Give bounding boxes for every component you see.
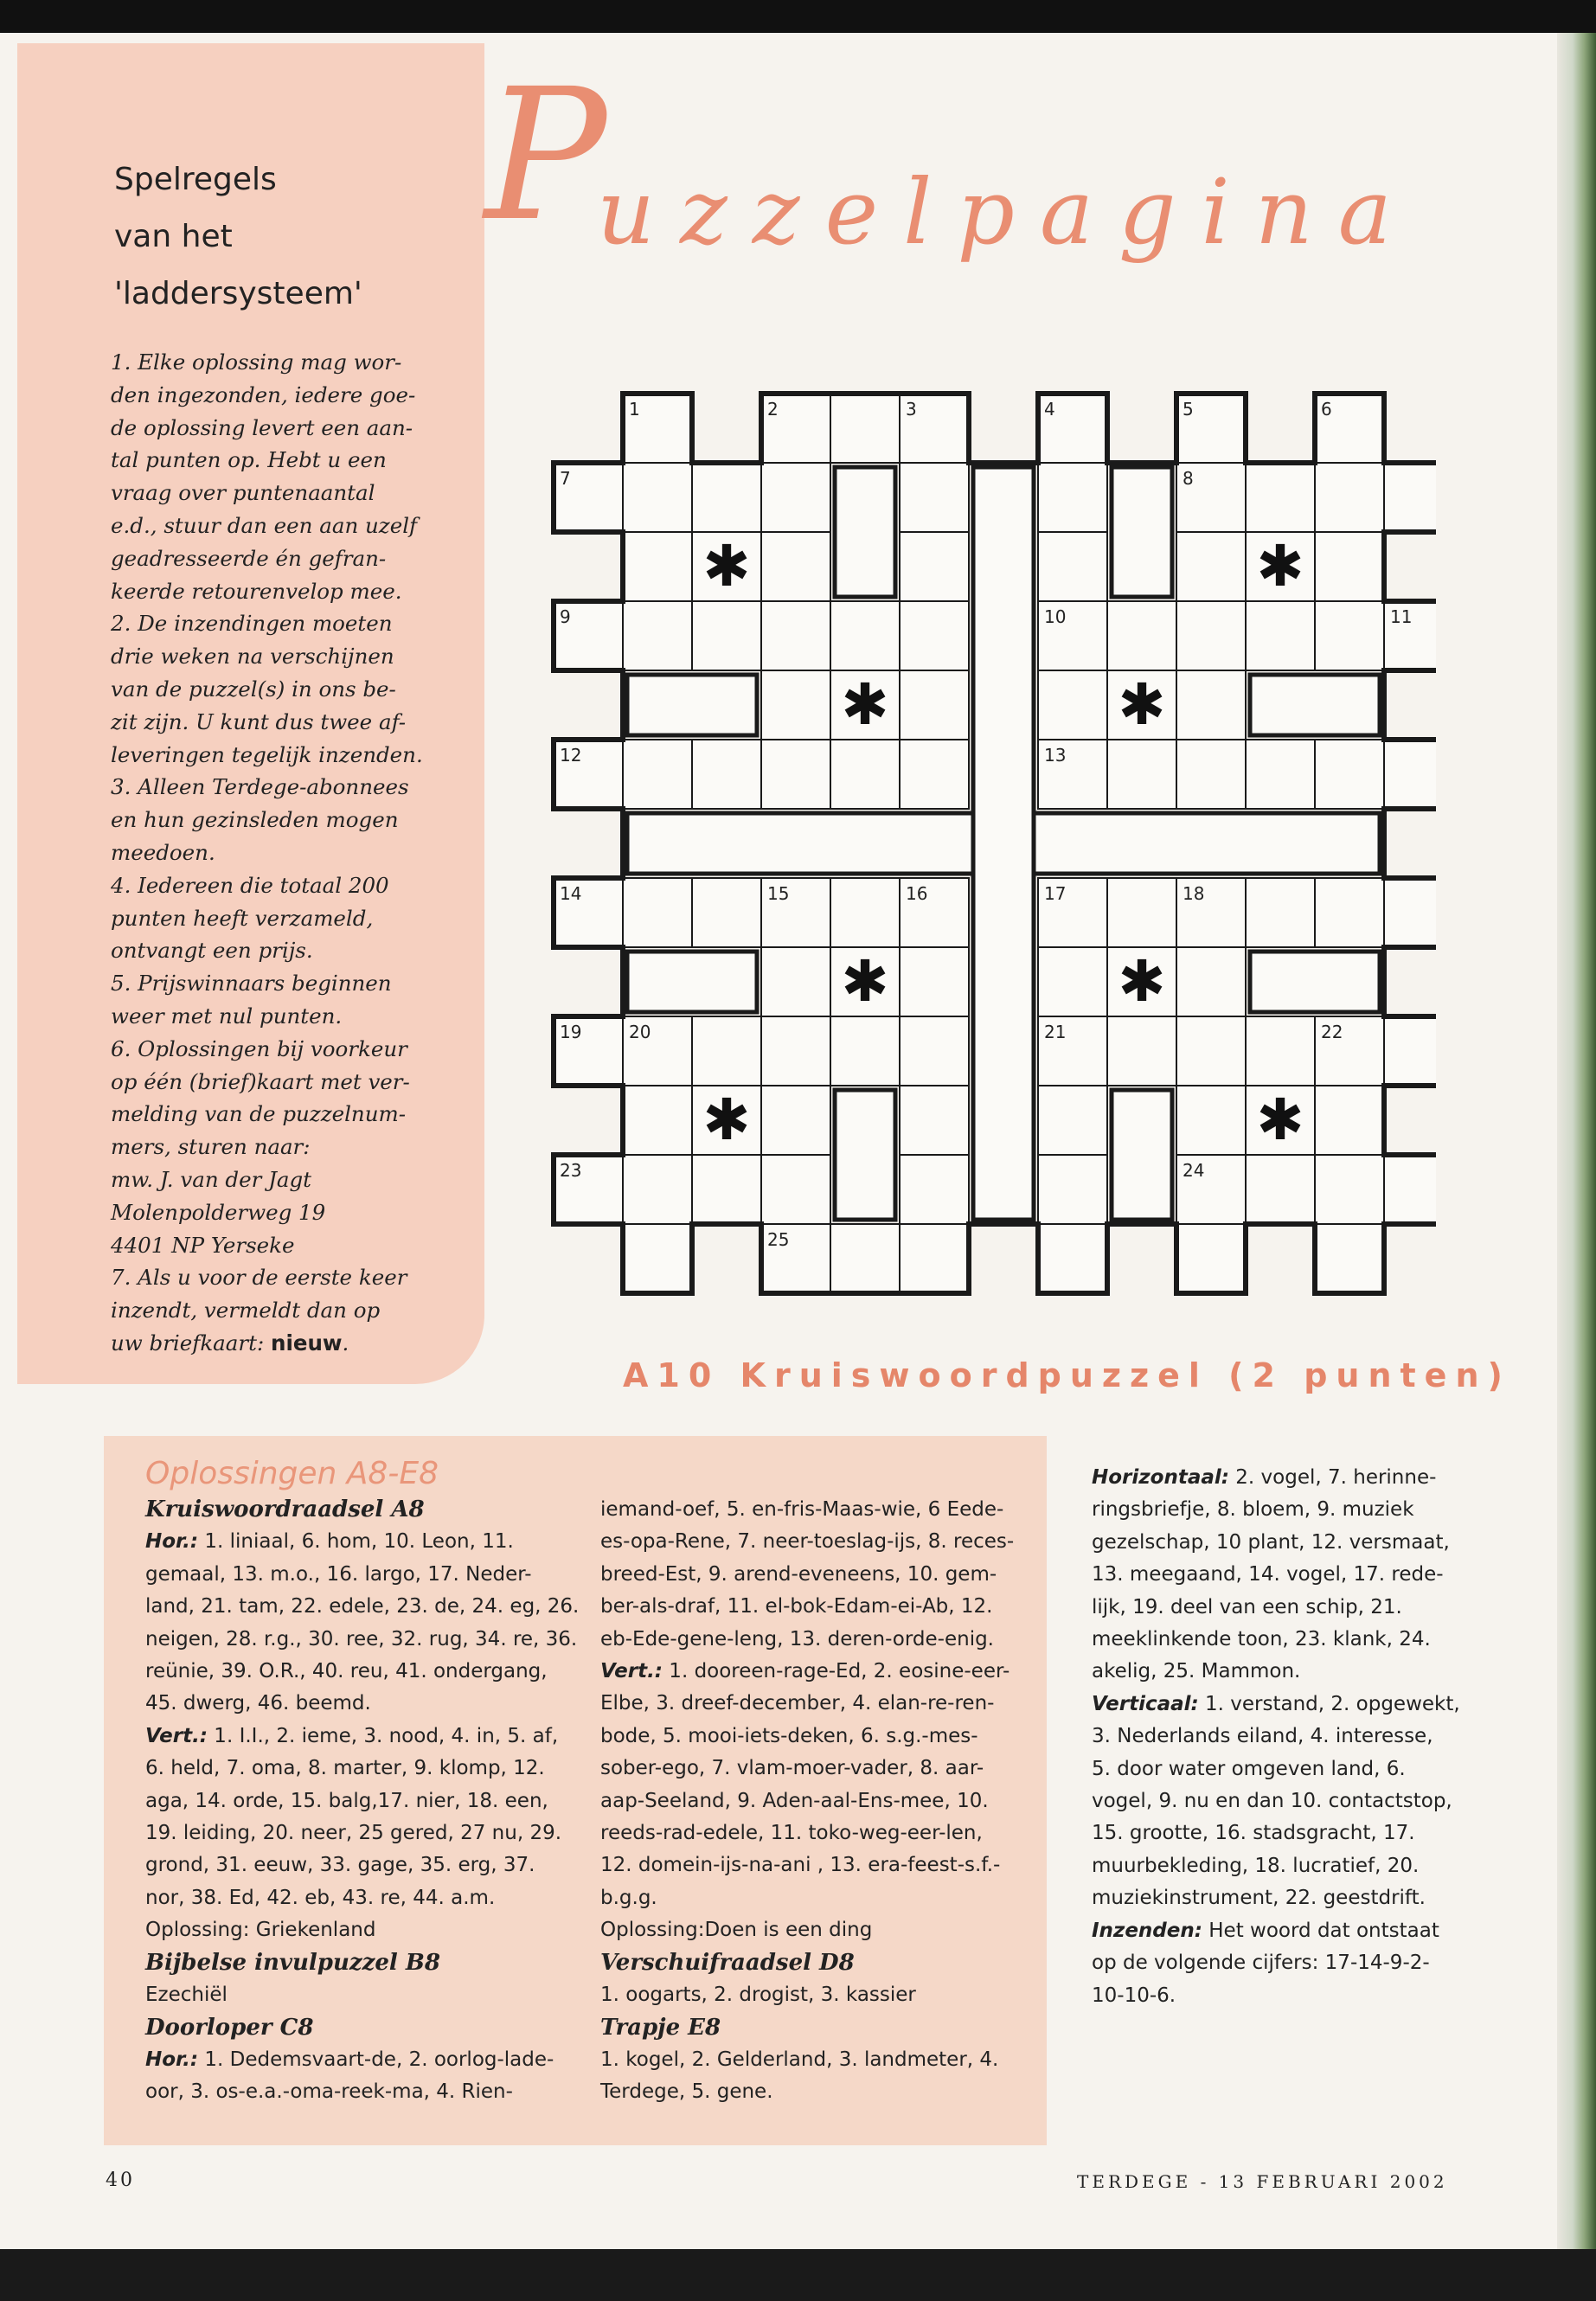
clue-number: 9 [560,606,571,627]
solution-text: breed-Est, 9. arend-eveneens, 10. gem- [600,1562,997,1586]
solution-subheading [600,1947,1016,1979]
rules-line: leveringen tegelijk inzenden. [111,741,423,767]
solution-text: Oplossing:Doen is een ding [600,1919,873,1942]
grid-cell [1315,463,1384,532]
grid-cell [1107,740,1176,809]
solution-line [145,1817,561,1849]
solution-text: nor, 38. Ed, 42. eb, 43. re, 44. a.m. [145,1886,496,1909]
grid-cell [1315,740,1384,809]
grid-cell [1315,601,1384,670]
solution-line [600,1721,1016,1753]
solution-line [600,1753,1016,1785]
rules-line: 4. Iedereen die totaal 200 [111,872,389,898]
clue-number: 21 [1044,1022,1067,1042]
solution-line [600,1526,1016,1558]
clue-number: 3 [906,399,917,420]
grid-cell [692,740,761,809]
solution-text: reeds-rad-edele, 11. toko-weg-eer-len, [600,1822,983,1845]
grid-cell [1315,1224,1384,1293]
grid-cell [1246,601,1315,670]
grid-cell [1315,532,1384,601]
grid-cell [830,394,900,463]
clue-number: 4 [1044,399,1055,420]
grid-cell [1176,947,1246,1016]
grid-cell [692,601,761,670]
solution-label: Inzenden: [1092,1919,1202,1942]
grid-bar [1112,1090,1172,1220]
rules-line: 2. De inzendingen moeten [111,611,393,637]
grid-cell [761,463,830,532]
rules-line: Molenpolderweg 19 [111,1199,326,1225]
grid-cell [1384,1016,1436,1086]
grid-cell [1246,463,1315,532]
solution-text: b.g.g. [600,1886,657,1909]
grid-cell [623,463,692,532]
grid-cell [900,601,969,670]
rules-line: 5. Prijswinnaars beginnen [111,971,392,997]
clue-number: 2 [767,399,779,420]
solution-line [600,2044,1016,2076]
solution-text: Verschuifraadsel D8 [600,1949,855,1976]
grid-cell [1246,1155,1315,1224]
solution-text: ber-als-draf, 11. el-bok-Edam-ei-Ab, 12. [600,1595,993,1618]
grid-bar [835,1090,895,1220]
page-title-initial: P [484,49,607,261]
solution-label: Horizontaal: [1092,1466,1229,1489]
solutions-column-1 [145,1494,580,2109]
solution-text: land, 21. tam, 22. edele, 23. de, 24. eg, 26. [145,1595,580,1618]
solution-text: muurbekleding, 18. lucratief, 20. [1092,1854,1420,1877]
crossword-grid [536,389,1436,1306]
solution-line [145,1656,561,1688]
rules-line: punten heeft verzameld, [111,905,374,931]
solution-line [600,1656,1016,1688]
rules-line: de oplossing levert een aan- [111,414,413,440]
grid-bar [835,467,895,597]
clue-number: 13 [1044,745,1067,766]
solution-text: 12. domein-ijs-na-ani , 13. era-feest-s.f.- [600,1854,1001,1877]
grid-cell [761,1086,830,1155]
solution-text: Terdege, 5. gene. [600,2080,773,2104]
solution-text: neigen, 28. r.g., 30. ree, 32. rug, 34. re, 36. [145,1627,578,1650]
rules-text [111,346,465,1360]
clue-number: 7 [560,468,571,489]
star-symbol: ✱ [702,1086,751,1153]
rules-line: vraag over puntenaantal [111,480,375,506]
solution-text: Oplossing: Griekenland [145,1919,376,1942]
solution-line [600,1914,1016,1946]
solution-text: oor, 3. os-e.a.-oma-reek-ma, 4. Rien- [145,2080,513,2104]
solution-text: 1. I.I., 2. ieme, 3. nood, 4. in, 5. af, [208,1724,559,1747]
grid-cell [1315,1086,1384,1155]
solution-line [145,1849,561,1881]
solution-line [145,1591,580,1623]
solution-line [600,1591,1016,1623]
clue-number: 8 [1183,468,1194,489]
page-title [484,49,1522,277]
clue-number: 15 [767,883,790,904]
clue-number: 24 [1183,1160,1205,1181]
grid-cell [692,878,761,947]
clue-number: 16 [906,883,928,904]
page-title-rest: uzzelpagina [597,159,1417,265]
grid-cell [1315,878,1384,947]
solutions-heading: Oplossingen A8-E8 [145,1456,439,1491]
clues-column [1092,1462,1507,2012]
solution-line [145,1559,561,1591]
grid-cell [1384,878,1436,947]
grid-cell [692,1016,761,1086]
rules-title-line: 'laddersysteem' [114,276,362,311]
rules-line: van de puzzel(s) in ons be- [111,676,396,702]
grid-cell [761,740,830,809]
solution-text: iemand-oef, 5. en-fris-Maas-wie, 6 Eede- [600,1498,1004,1521]
solution-text: Bijbelse invulpuzzel B8 [145,1949,440,1976]
grid-cell [1246,1016,1315,1086]
clue-number: 20 [629,1022,651,1042]
solution-text: grond, 31. eeuw, 33. gage, 35. erg, 37. [145,1854,535,1877]
solution-line [145,2076,561,2108]
top-border [0,0,1596,33]
solution-line [145,1753,561,1785]
solution-text: Het woord dat ontstaat [1202,1919,1439,1942]
grid-cell [623,740,692,809]
solution-line [1092,1656,1507,1688]
solution-text: 1. kogel, 2. Gelderland, 3. landmeter, 4. [600,2048,999,2071]
rules-line: 7. Als u voor de eerste keer [111,1265,407,1291]
grid-cell [1038,1224,1107,1293]
solution-line [600,1624,1016,1656]
grid-cell [1384,740,1436,809]
solution-text: 5. door water omgeven land, 6. [1092,1757,1406,1780]
solution-text: akelig, 25. Mammon. [1092,1660,1301,1683]
grid-cell [900,740,969,809]
rules-last-bold: nieuw [271,1330,343,1356]
clue-number: 11 [1390,606,1413,627]
solution-line [1092,1462,1507,1494]
rules-line: zit zijn. U kunt dus twee af- [111,708,407,734]
rules-title-line: van het [114,219,233,254]
solution-line [145,2044,561,2076]
grid-cell [1315,1155,1384,1224]
grid-cell [830,601,900,670]
grid-bar [627,675,757,735]
solution-text: 3. Nederlands eiland, 4. interesse, [1092,1725,1433,1748]
grid-cell [761,532,830,601]
clue-number: 25 [767,1229,790,1250]
solution-text: Doorloper C8 [145,2014,314,2041]
solution-text: 1. dooreen-rage-Ed, 2. eosine-eer- [663,1660,1010,1683]
solution-line [1092,1947,1507,1979]
rules-line: e.d., stuur dan een aan uzelf [111,512,418,538]
solution-line [1092,1785,1507,1817]
solution-text: Kruiswoordraadsel A8 [145,1497,425,1522]
grid-cell [623,878,692,947]
clue-number: 22 [1321,1022,1343,1042]
clue-number: 23 [560,1160,582,1181]
star-symbol: ✱ [1118,671,1166,738]
rules-line: weer met nul punten. [111,1003,343,1029]
star-symbol: ✱ [1118,948,1166,1015]
grid-bar [973,467,1034,1220]
solution-line [600,1494,1016,1526]
rules-line: en hun gezinsleden mogen [111,807,399,833]
grid-cell [761,1016,830,1086]
grid-cell [1038,463,1107,532]
solution-text: 45. dwerg, 46. beemd. [145,1692,371,1715]
solution-text: 1. verstand, 2. opgewekt, [1198,1692,1460,1715]
rules-line-last [111,1327,465,1360]
solution-text: reünie, 39. O.R., 40. reu, 41. ondergang, [145,1660,548,1683]
solution-line [1092,1624,1507,1656]
solution-line [145,1688,561,1720]
solution-line [1092,1882,1507,1914]
grid-cell [761,947,830,1016]
solution-label: Verticaal: [1092,1692,1199,1715]
grid-cell [623,1086,692,1155]
rules-line: mw. J. van der Jagt [111,1166,312,1192]
grid-cell [900,463,969,532]
solution-line [1092,1721,1507,1753]
rules-line: ontvangt een prijs. [111,938,313,964]
clue-number: 19 [560,1022,582,1042]
solution-text: 6. held, 7. oma, 8. marter, 9. klomp, 12. [145,1757,545,1780]
solution-label: Hor.: [145,1530,199,1554]
solution-text: 1. Dedemsvaart-de, 2. oorlog-lade- [198,2048,554,2071]
grid-cell [1176,740,1246,809]
rules-line: mers, sturen naar: [111,1134,311,1160]
grid-cell [1038,947,1107,1016]
grid-bar [627,952,757,1012]
rules-line: melding van de puzzelnum- [111,1101,407,1127]
grid-cell [1107,1016,1176,1086]
clue-number: 6 [1321,399,1332,420]
solution-line [600,1688,1016,1720]
solution-text: Elbe, 3. dreef-december, 4. elan-re-ren- [600,1692,995,1715]
clue-number: 10 [1044,606,1067,627]
solution-line [600,1979,1016,2011]
solution-line [1092,1753,1507,1785]
rules-line: geadresseerde én gefran- [111,545,387,571]
solution-line [145,1526,561,1558]
solution-text: op de volgende cijfers: 17-14-9-2- [1092,1952,1430,1975]
rules-line: 3. Alleen Terdege-abonnees [111,774,409,800]
rules-last-suffix: . [342,1330,349,1356]
solution-line [600,1559,1016,1591]
grid-cell [830,1224,900,1293]
grid-cell [1384,463,1436,532]
solution-text: lijk, 19. deel van een schip, 21. [1092,1595,1402,1618]
solution-text: eb-Ede-gene-leng, 13. deren-orde-enig. [600,1627,994,1650]
rules-line: tal punten op. Hebt u een [111,447,387,473]
clue-number: 5 [1183,399,1194,420]
solution-line [600,1785,1016,1817]
grid-cell [1176,532,1246,601]
solution-line [145,1914,561,1946]
star-symbol: ✱ [841,671,889,738]
rules-line: inzendt, vermeldt dan op [111,1298,381,1324]
star-symbol: ✱ [1256,1086,1304,1153]
solution-text: es-opa-Rene, 7. neer-toeslag-ijs, 8. reces- [600,1530,1015,1554]
grid-cell [1038,670,1107,740]
grid-bar [1250,675,1380,735]
solution-line [600,1849,1016,1881]
solution-text: vogel, 9. nu en dan 10. contactstop, [1092,1790,1452,1813]
rules-line: den ingezonden, iedere goe- [111,381,416,407]
grid-cell [1246,740,1315,809]
puzzle-caption: A10 Kruiswoordpuzzel (2 punten) [623,1356,1511,1394]
solutions-column-2 [600,1494,1016,2109]
solution-line [1092,1592,1507,1624]
solution-line [600,1882,1016,1914]
solution-text: meeklinkende toon, 23. klank, 24. [1092,1628,1431,1651]
clue-number: 17 [1044,883,1067,904]
grid-cell [692,463,761,532]
grid-cell [900,947,969,1016]
solution-text: 10-10-6. [1092,1984,1176,2007]
rules-line: drie weken na verschijnen [111,644,394,670]
grid-cell [1176,670,1246,740]
grid-cell [761,601,830,670]
grid-cell [692,1155,761,1224]
grid-cell [900,1016,969,1086]
solution-text: 1. liniaal, 6. hom, 10. Leon, 11. [198,1530,514,1554]
solution-line [1092,1527,1507,1559]
solution-text: gezelschap, 10 plant, 12. versmaat, [1092,1530,1450,1554]
grid-cell [830,1016,900,1086]
publication-line: TERDEGE - 13 FEBRUARI 2002 [1077,2171,1448,2192]
grid-cell [623,601,692,670]
rules-line: keerde retourenvelop mee. [111,578,402,604]
rules-line: 1. Elke oplossing mag wor- [111,349,402,375]
grid-cell [1038,1155,1107,1224]
solution-line [1092,1980,1507,2012]
solution-text: aap-Seeland, 9. Aden-aal-Ens-mee, 10. [600,1789,989,1812]
star-symbol: ✱ [841,948,889,1015]
grid-cell [1176,1086,1246,1155]
solution-subheading [145,1494,561,1526]
solution-line [600,1817,1016,1849]
solution-text: bode, 5. mooi-iets-deken, 6. s.g.-mes- [600,1724,978,1747]
clue-number: 18 [1183,883,1205,904]
solution-line [600,2076,1016,2108]
solution-text: sober-ego, 7. vlam-moer-vader, 8. aar- [600,1757,984,1780]
solution-text: ringsbriefje, 8. bloem, 9. muziek [1092,1498,1414,1522]
solution-line [1092,1689,1507,1721]
star-symbol: ✱ [1256,533,1304,599]
solution-text: 2. vogel, 7. herinne- [1228,1466,1437,1489]
grid-bar [1250,952,1380,1012]
solution-line [1092,1494,1507,1526]
clue-number: 14 [560,883,582,904]
clue-number: 12 [560,745,582,766]
grid-cell [1107,601,1176,670]
rules-last-prefix: uw briefkaart: [111,1330,271,1356]
grid-bar [1112,467,1172,597]
grid-cell [1176,601,1246,670]
solution-text: 1. oogarts, 2. drogist, 3. kassier [600,1984,916,2007]
grid-cell [1038,1086,1107,1155]
grid-cell [900,1224,969,1293]
star-symbol: ✱ [702,533,751,599]
solution-line [145,1624,578,1656]
bottom-border [0,2249,1596,2301]
solution-line [145,1979,561,2011]
grid-cell [1176,1224,1246,1293]
solution-label: Vert.: [145,1724,208,1747]
solution-text: 15. grootte, 16. stadsgracht, 17. [1092,1822,1415,1845]
grid-cell [761,670,830,740]
grid-cell [900,1086,969,1155]
solution-line [1092,1915,1507,1947]
rules-line: meedoen. [111,839,215,865]
solution-text: Trapje E8 [600,2014,721,2041]
solution-line [145,1721,561,1753]
solution-text: aga, 14. orde, 15. balg,17. nier, 18. een, [145,1789,548,1812]
solution-text: gemaal, 13. m.o., 16. largo, 17. Neder- [145,1562,532,1586]
rules-line: op één (brief)kaart met ver- [111,1068,410,1094]
grid-cell [1176,1016,1246,1086]
solution-label: Hor.: [145,2048,199,2071]
rules-title-line: Spelregels [114,162,277,197]
rules-line: 4401 NP Yerseke [111,1232,295,1258]
grid-cell [830,740,900,809]
grid-cell [1384,1155,1436,1224]
solution-line [1092,1817,1507,1849]
clue-number: 1 [629,399,640,420]
grid-cell [623,1224,692,1293]
grid-cell [1038,532,1107,601]
solution-line [1092,1559,1507,1591]
grid-cell [623,1155,692,1224]
grid-cell [1107,878,1176,947]
solution-subheading [145,2012,561,2044]
solution-line [145,1882,561,1914]
solution-label: Vert.: [600,1660,663,1683]
rules-line: 6. Oplossingen bij voorkeur [111,1035,407,1061]
rules-title [114,151,460,323]
solution-text: Ezechiël [145,1984,228,2007]
solution-text: 13. meegaand, 14. vogel, 17. rede- [1092,1563,1444,1586]
solution-text: muziekinstrument, 22. geestdrift. [1092,1887,1426,1910]
grid-cell [830,878,900,947]
grid-cell [900,670,969,740]
solution-line [145,1785,561,1817]
page-number: 40 [106,2170,135,2191]
grid-cell [900,1155,969,1224]
grid-cell [761,1155,830,1224]
grid-cell [900,532,969,601]
grid-cell [1246,878,1315,947]
grid-cell [623,532,692,601]
right-edge-photo [1557,33,1596,2249]
solution-subheading [145,1947,561,1979]
solution-line [1092,1850,1507,1882]
solution-text: 19. leiding, 20. neer, 25 gered, 27 nu, 29. [145,1822,562,1845]
solution-subheading [600,2012,1016,2044]
